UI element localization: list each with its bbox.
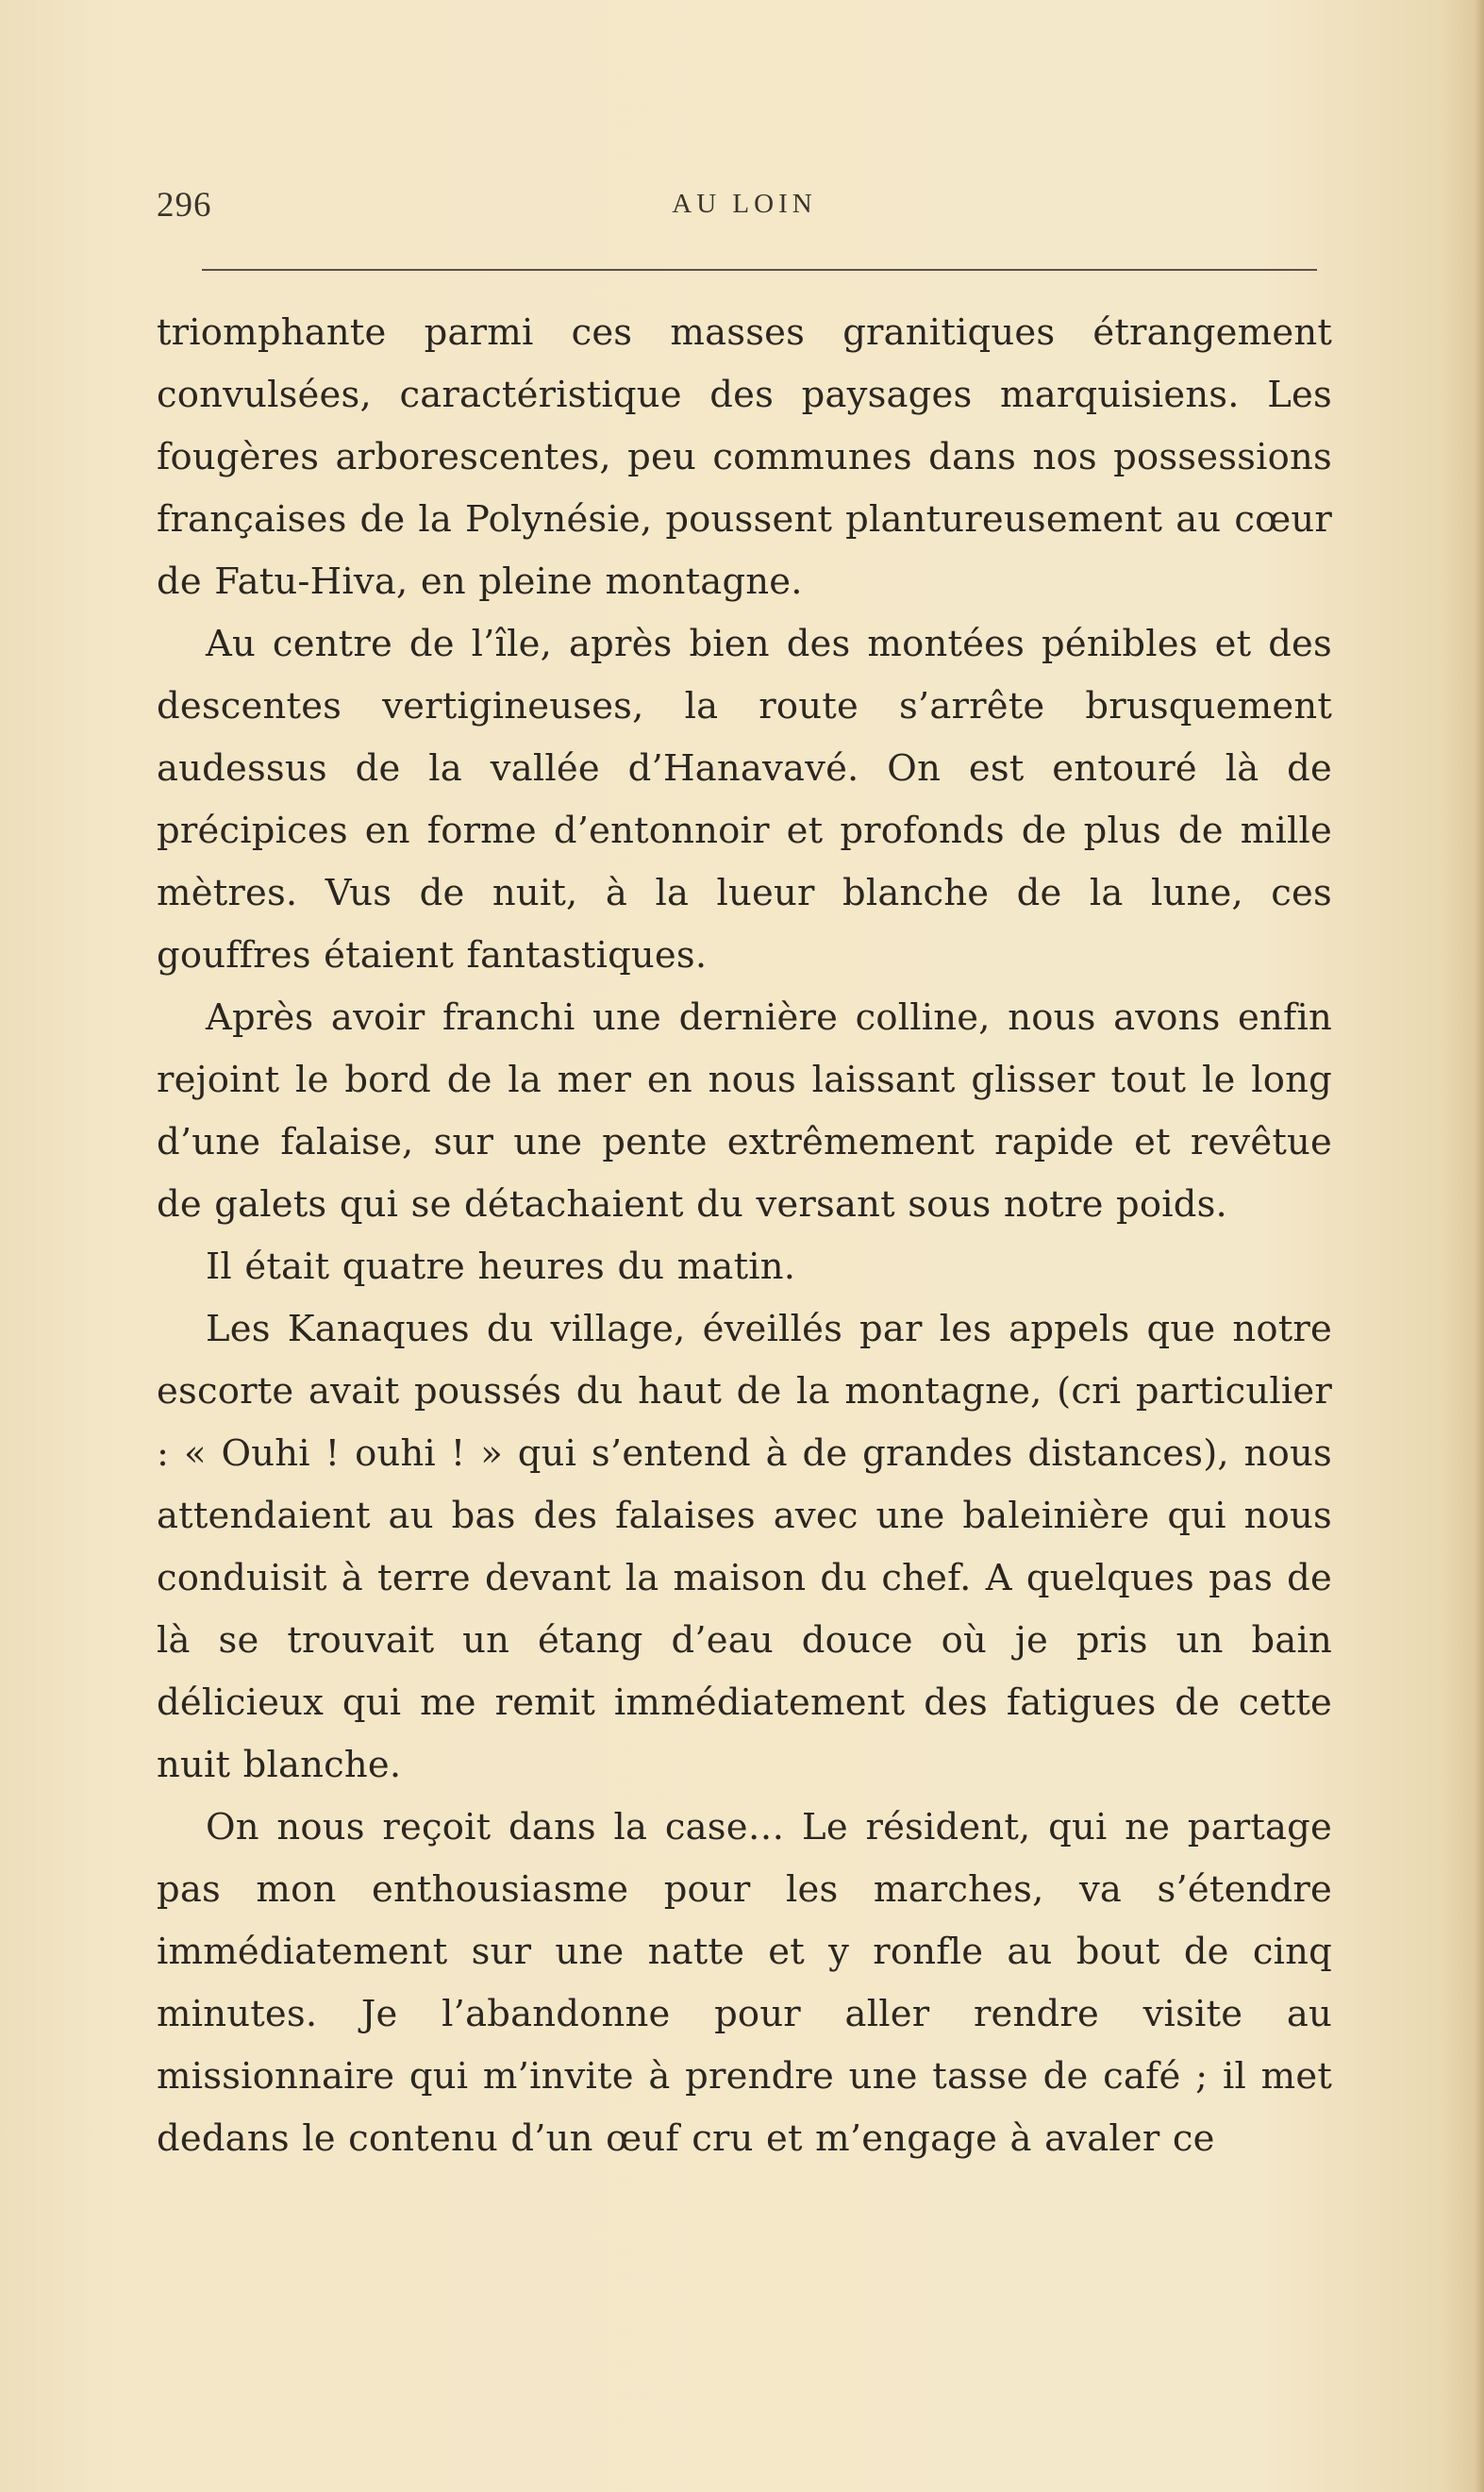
body-text [157,302,1332,2170]
paragraph-continued: triomphante parmi ces masses granitiques étrangement convulsées, caractéristique des paysages marquisiens. Les fougères arborescentes, peu communes dans nos possessions françaises de la Polynésie, poussent plantureusement au cœur de Fatu-Hiva, en pleine montagne. [157,311,1332,603]
header-rule [202,269,1317,271]
page-header [157,185,1332,242]
page-number: 296 [157,186,212,225]
paragraph: Il était quatre heures du matin. [206,1246,796,1288]
paragraph: Les Kanaques du village, éveillés par les appels que notre escorte avait poussés du haut de la montagne, (cri particulier : « Ouhi ! ouhi ! » qui s’entend à de grandes distances), nous attendaient au bas des falaises avec une baleinière qui nous conduisit à terre devant la maison du chef. A quelques pas de là se trouvait un étang d’eau douce où je pris un bain délicieux qui me remit immédiatement des fatigues de cette nuit blanche. [157,1308,1332,1786]
page-edge-shadow [1475,0,1484,2492]
paragraph: On nous reçoit dans la case… Le résident, qui ne partage pas mon enthousiasme pour les marches, va s’étendre immédiatement sur une natte et y ronfle au bout de cinq minutes. Je l’abandonne pour aller rendre visite au missionnaire qui m’invite à prendre une tasse de café ; il met dedans le contenu d’un œuf cru et m’engage à avaler ce [157,1806,1332,2160]
paragraph: Après avoir franchi une dernière colline, nous avons enfin rejoint le bord de la mer en nous laissant glisser tout le long d’une falaise, sur une pente extrêmement rapide et revêtue de galets qui se détachaient du versant sous notre poids. [157,996,1332,1226]
running-title: AU LOIN [672,189,817,219]
paragraph: Au centre de l’île, après bien des montées pénibles et des descentes vertigineuses, la route s’arrête brusquement audessus de la vallée d’Hanavavé. On est entouré là de précipices en forme d’entonnoir et profonds de plus de mille mètres. Vus de nuit, à la lueur blanche de la lune, ces gouffres étaient fantastiques. [157,623,1332,977]
